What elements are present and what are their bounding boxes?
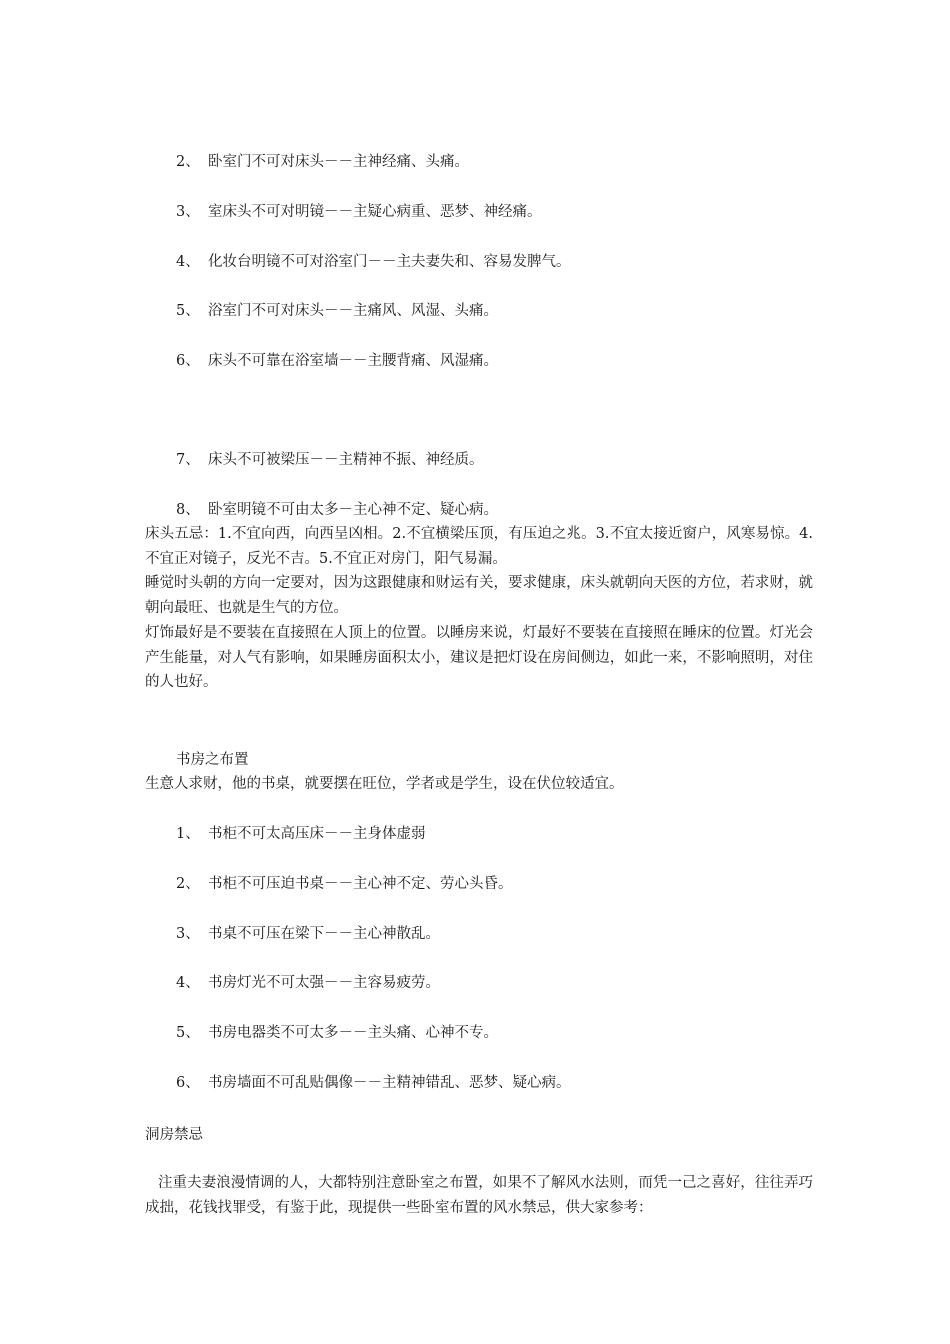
sleep-direction-paragraph: 睡觉时头朝的方向一定要对，因为这跟健康和财运有关，要求健康，床头就朝向天医的方位，若求财，就朝向最旺、也就是生气的方位。 [145, 575, 813, 616]
item-text: 室床头不可对明镜－－主疑心病重、恶梦、神经痛。 [208, 204, 542, 220]
bedroom-item [176, 301, 498, 321]
lighting-paragraph: 灯饰最好是不要装在直接照在人顶上的位置。以睡房来说，灯最好不要装在直接照在睡床的位置。灯光会产生能量，对人气有影响，如果睡房面积太小，建议是把灯设在房间侧边，如此一来，不影响照明，对住的人也好。 [145, 625, 813, 690]
item-number: 7、 [176, 452, 200, 468]
item-number: 1、 [176, 826, 200, 842]
study-intro: 生意人求财，他的书桌，就要摆在旺位，学者或是学生，设在伏位较适宜。 [145, 776, 624, 792]
item-text: 化妆台明镜不可对浴室门－－主夫妻失和、容易发脾气。 [208, 254, 571, 270]
wedding-room-heading: 洞房禁忌 [145, 1127, 203, 1143]
item-text: 书房灯光不可太强－－主容易疲劳。 [208, 975, 440, 991]
item-text: 床头不可被梁压－－主精神不振、神经质。 [208, 452, 484, 468]
item-text: 卧室明镜不可由太多－主心神不定、疑心病。 [208, 502, 498, 518]
item-number: 3、 [176, 926, 200, 942]
item-text: 书房墙面不可乱贴偶像－－主精神错乱、恶梦、疑心病。 [208, 1075, 571, 1091]
item-number: 2、 [176, 876, 200, 892]
study-item [176, 1023, 498, 1043]
study-item [176, 874, 513, 894]
study-item [176, 824, 426, 844]
bedroom-item [176, 351, 498, 371]
item-number: 4、 [176, 254, 200, 270]
bedroom-item [176, 152, 469, 172]
item-text: 书桌不可压在梁下－－主心神散乱。 [208, 926, 440, 942]
wedding-room-intro: 注重夫妻浪漫情调的人，大都特别注意卧室之布置，如果不了解风水法则，而凭一己之喜好，往往弄巧成拙，花钱找罪受，有鉴于此，现提供一些卧室布置的风水禁忌，供大家参考： [145, 1175, 813, 1216]
study-item [176, 924, 440, 944]
item-text: 书柜不可太高压床－－主身体虚弱 [208, 826, 426, 842]
study-heading: 书房之布置 [176, 752, 249, 768]
bedroom-item [176, 450, 484, 470]
item-number: 4、 [176, 975, 200, 991]
item-number: 6、 [176, 1075, 200, 1091]
bedroom-item [176, 202, 542, 222]
item-number: 5、 [176, 303, 200, 319]
item-text: 浴室门不可对床头－－主痛风、风湿、头痛。 [208, 303, 498, 319]
item-text: 书柜不可压迫书桌－－主心神不定、劳心头昏。 [208, 876, 513, 892]
item-text: 床头不可靠在浴室墙－－主腰背痛、风湿痛。 [208, 353, 498, 369]
bedroom-item [176, 252, 571, 272]
study-item [176, 1073, 571, 1093]
item-number: 3、 [176, 204, 200, 220]
item-number: 5、 [176, 1025, 200, 1041]
item-number: 6、 [176, 353, 200, 369]
item-text: 卧室门不可对床头－－主神经痛、头痛。 [208, 154, 469, 170]
item-number: 8、 [176, 502, 200, 518]
item-number: 2、 [176, 154, 200, 170]
study-item [176, 973, 440, 993]
bed-five-taboos-paragraph: 床头五忌：1.不宜向西，向西呈凶相。2.不宜横梁压顶，有压迫之兆。3.不宜太接近窗户，风寒易惊。4.不宜正对镜子，反光不吉。5.不宜正对房门，阳气易漏。 [145, 526, 813, 567]
bedroom-item [176, 500, 498, 520]
item-text: 书房电器类不可太多－－主头痛、心神不专。 [208, 1025, 498, 1041]
